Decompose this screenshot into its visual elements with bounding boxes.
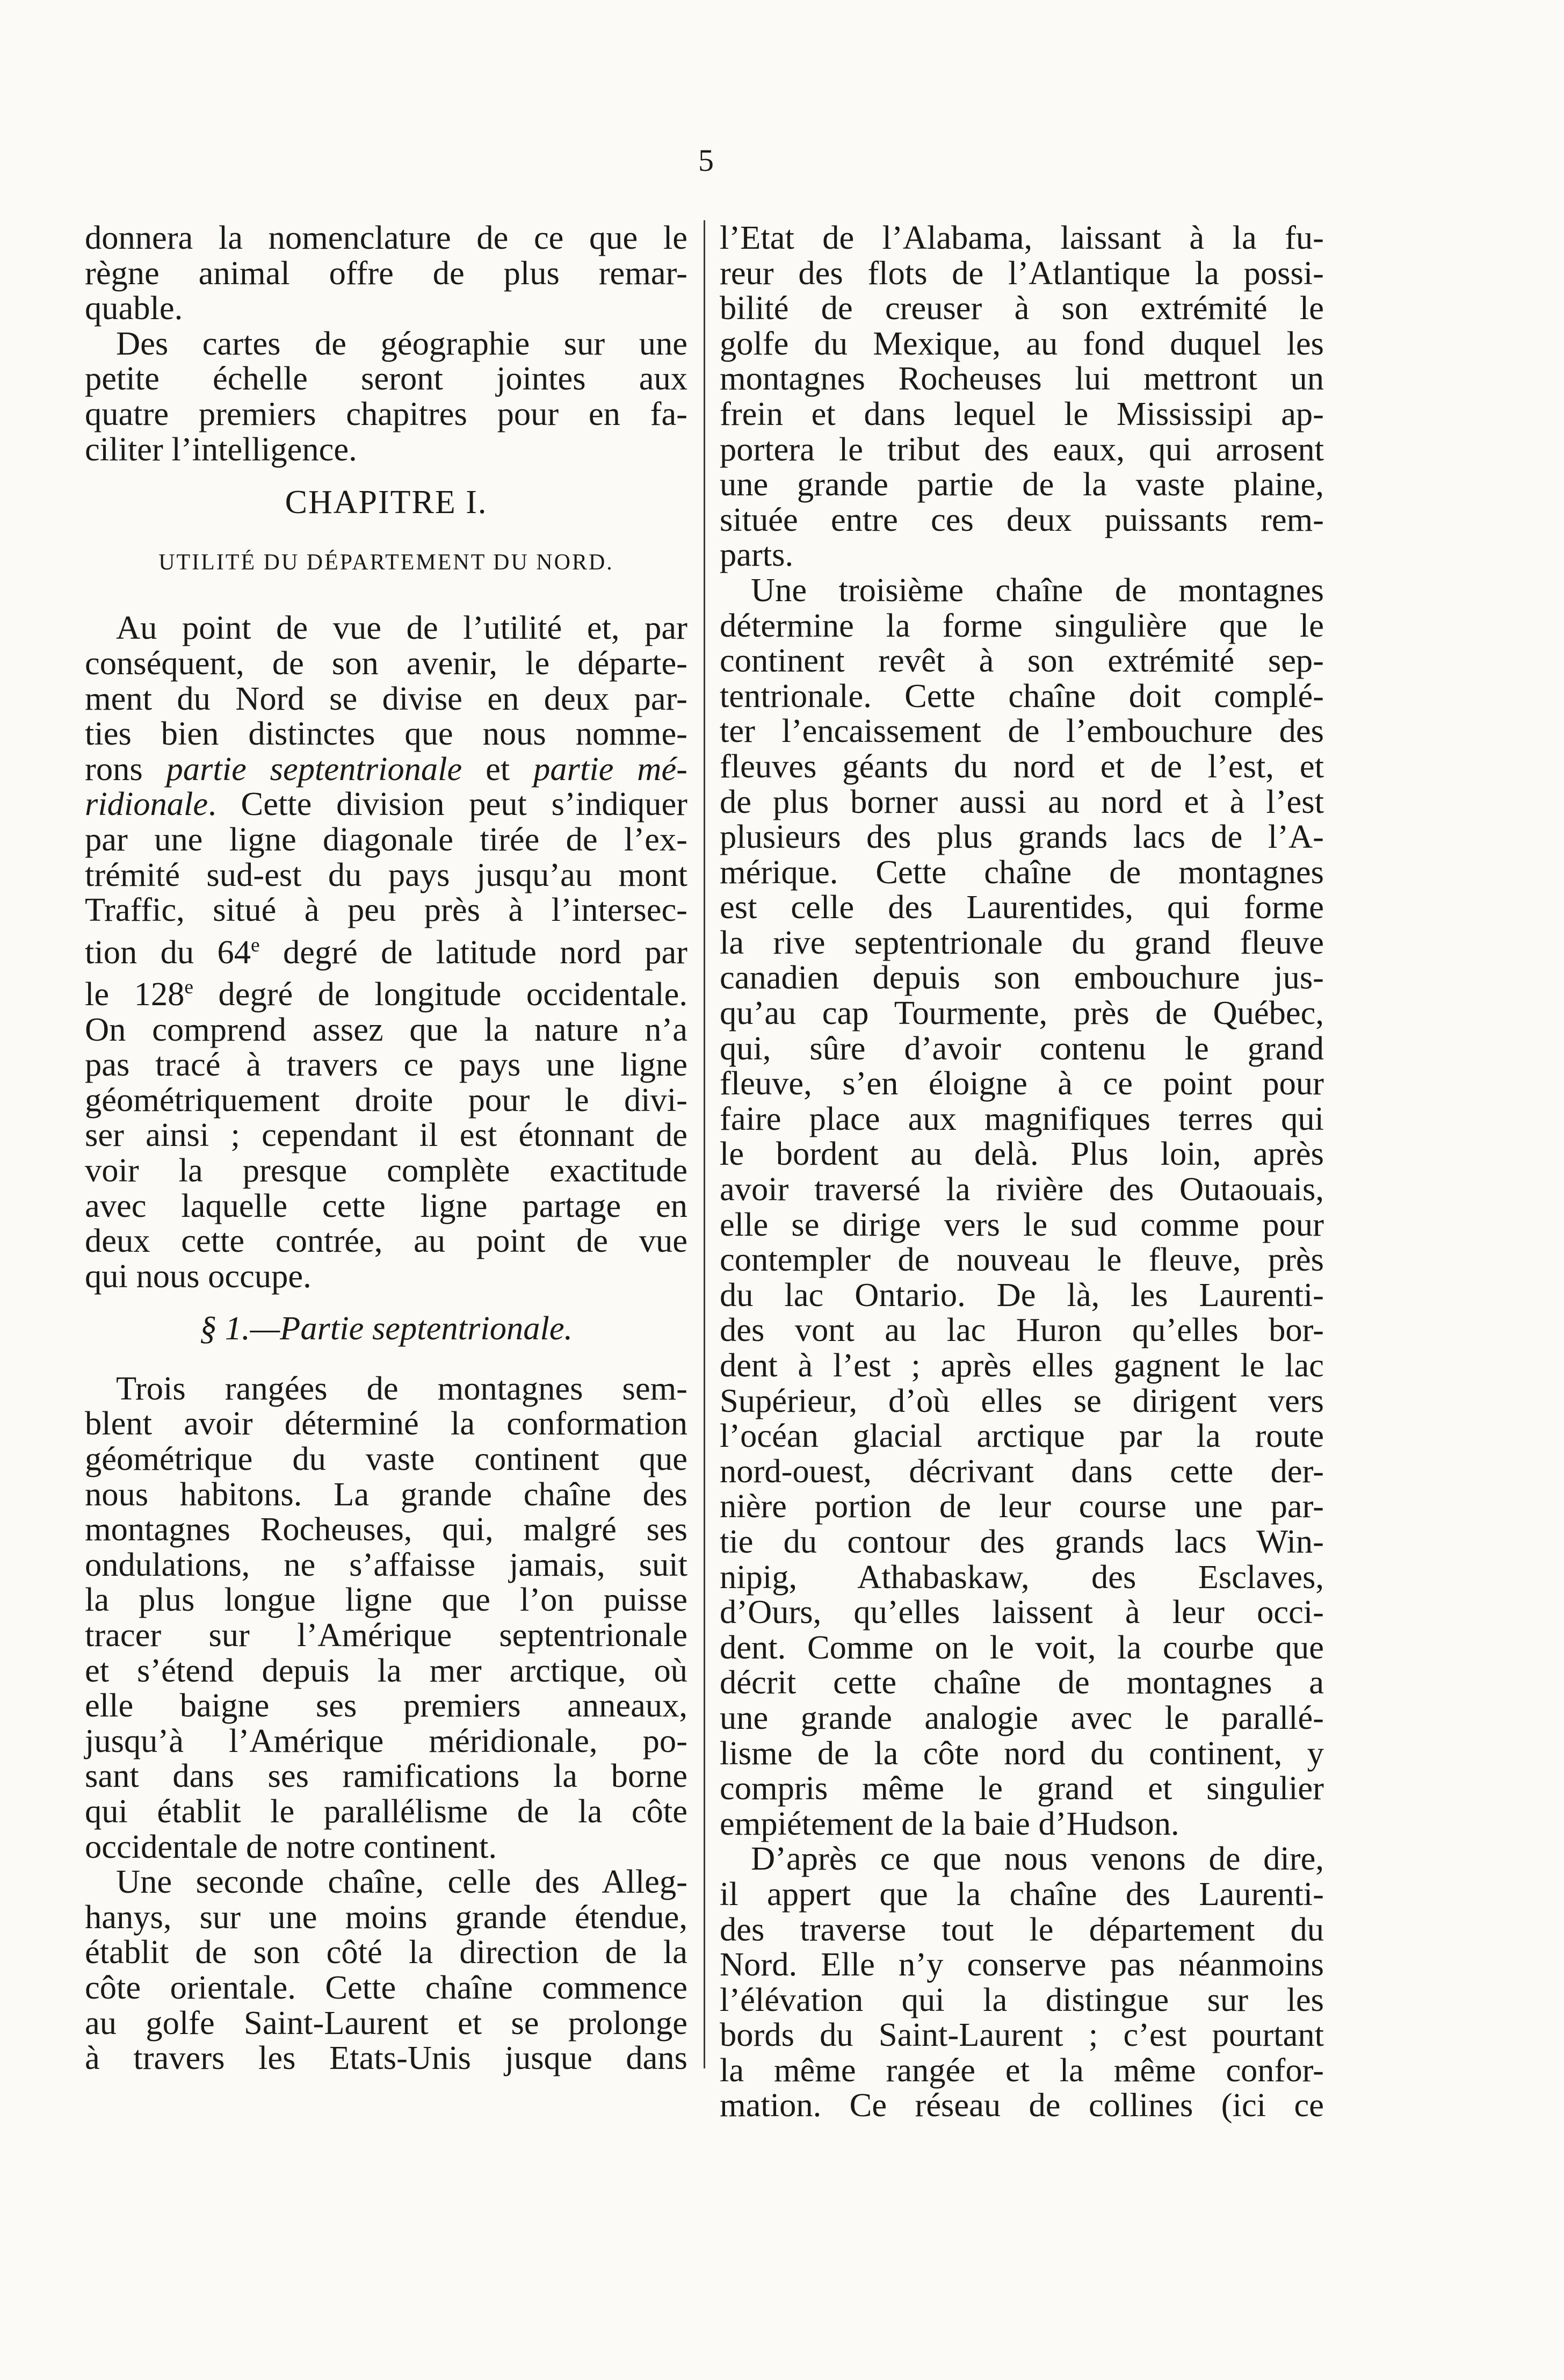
text-line: géométrique du vaste continent que (85, 1440, 687, 1478)
text-line: le 128e degré de longitude occidentale. (85, 975, 687, 1013)
text-line: des vont au lac Huron qu’elles bor- (720, 1311, 1324, 1349)
text-line: ciliter l’intelligence. (85, 430, 357, 468)
text-line: montagnes Rocheuses, qui, malgré ses (85, 1510, 687, 1548)
text-line: tie du contour des grands lacs Win- (720, 1522, 1324, 1560)
text-line: côte orientale. Cette chaîne commence (85, 1968, 687, 2006)
paragraph-conclusion (720, 1841, 1324, 2123)
text-line: à travers les Etats-Unis jusque dans (85, 2039, 687, 2077)
text-line: le bordent au delà. Plus loin, après (720, 1135, 1324, 1173)
text-line: sant dans ses ramifications la borne (85, 1757, 687, 1795)
text-line: Supérieur, d’où elles se dirigent vers (720, 1381, 1324, 1419)
text-line: quatre premiers chapitres pour en fa- (85, 394, 687, 432)
text-line: fleuve, s’en éloigne à ce point pour (720, 1064, 1324, 1102)
text-line: Une seconde chaîne, celle des Alleg- (116, 1863, 687, 1901)
text-line: l’océan glacial arctique par la route (720, 1417, 1324, 1455)
text-line: ment du Nord se divise en deux par- (85, 679, 687, 717)
text-line: Traffic, situé à peu près à l’intersec- (85, 891, 687, 929)
right-column (720, 220, 1324, 2123)
text-line: nord-ouest, décrivant dans cette der- (720, 1452, 1324, 1490)
text-line: qui nous occupe. (85, 1257, 312, 1295)
paragraph-utility (85, 610, 687, 1294)
text-line: blent avoir déterminé la conformation (85, 1404, 687, 1443)
text-line: conséquent, de son avenir, le départe- (85, 644, 687, 682)
text-line: une grande partie de la vaste plaine, (720, 465, 1324, 503)
chapter-title: CHAPITRE I. (285, 484, 488, 521)
text-line: Au point de vue de l’utilité et, par (116, 609, 687, 647)
section-heading: § 1.—Partie septentrionale. (199, 1309, 573, 1347)
text-line: empiétement de la baie d’Hudson. (720, 1804, 1179, 1842)
text-line: avoir traversé la rivière des Outaouais, (720, 1170, 1324, 1208)
text-line: Trois rangées de montagnes sem- (116, 1369, 687, 1407)
text-line: ter l’encaissement de l’embouchure des (720, 712, 1324, 750)
text-line: nière portion de leur course une par- (720, 1487, 1324, 1525)
text-line: Nord. Elle n’y conserve pas néanmoins (720, 1945, 1324, 1984)
text-line: continent revêt à son extrémité sep- (720, 641, 1324, 680)
text-line: d’Ours, qu’elles laissent à leur occi- (720, 1593, 1324, 1631)
text-line: la même rangée et la même confor- (720, 2051, 1324, 2089)
text-line: petite échelle seront jointes aux (85, 359, 687, 398)
text-line: qui, sûre d’avoir contenu le grand (720, 1029, 1324, 1067)
text-line: bilité de creuser à son extrémité le (720, 289, 1324, 327)
text-line: par une ligne diagonale tirée de l’ex- (85, 820, 687, 858)
text-line: compris même le grand et singulier (720, 1769, 1324, 1807)
paragraph-alabama (720, 220, 1324, 573)
text-line: est celle des Laurentides, qui forme (720, 888, 1324, 926)
text-line: tracer sur l’Amérique septentrionale (85, 1616, 687, 1654)
text-line: tion du 64e degré de latitude nord par (85, 933, 687, 971)
paragraph-mountains (85, 1371, 687, 1864)
text-line: des traverse tout le département du (720, 1910, 1324, 1948)
text-line: située entre ces deux puissants rem- (720, 500, 1324, 538)
text-line: portera le tribut des eaux, qui arrosent (720, 430, 1324, 468)
text-line: et s’étend depuis la mer arctique, où (85, 1651, 687, 1689)
text-line: décrit cette chaîne de montagnes a (720, 1663, 1324, 1701)
text-line: nipig, Athabaskaw, des Esclaves, (720, 1557, 1324, 1596)
text-line: hanys, sur une moins grande étendue, (85, 1898, 687, 1936)
text-line: règne animal offre de plus remar- (85, 254, 687, 292)
text-line: mation. Ce réseau de collines (ici ce (720, 2086, 1324, 2124)
text-line: golfe du Mexique, au fond duquel les (720, 324, 1324, 362)
text-line: l’Etat de l’Alabama, laissant à la fu- (720, 219, 1324, 256)
text-line: Une troisième chaîne de montagnes (751, 571, 1324, 609)
text-line: détermine la forme singulière que le (720, 606, 1324, 644)
text-line: qu’au cap Tourmente, près de Québec, (720, 994, 1324, 1032)
text-line: parts. (720, 536, 794, 574)
page-number: 5 (698, 143, 714, 178)
text-line: dent. Comme on le voit, la courbe que (720, 1628, 1324, 1666)
text-line: frein et dans lequel le Mississipi ap- (720, 394, 1324, 432)
text-line: montagnes Rocheuses lui mettront un (720, 359, 1324, 398)
text-line: nous habitons. La grande chaîne des (85, 1475, 687, 1513)
paragraph-laurentides (720, 573, 1324, 1841)
text-line: du lac Ontario. De là, les Laurenti- (720, 1275, 1324, 1314)
text-line: de plus borner aussi au nord et à l’est (720, 782, 1324, 820)
text-line: occidentale de notre continent. (85, 1827, 497, 1865)
text-line: la plus longue ligne que l’on puisse (85, 1581, 687, 1619)
text-line: faire place aux magnifiques terres qui (720, 1099, 1324, 1137)
text-line: plusieurs des plus grands lacs de l’A- (720, 818, 1324, 856)
text-line: lisme de la côte nord du continent, y (720, 1734, 1324, 1772)
text-line: jusqu’à l’Amérique méridionale, po- (85, 1721, 687, 1759)
paragraph-alleghanys (85, 1864, 687, 2076)
text-line: trémité sud-est du pays jusqu’au mont (85, 855, 687, 893)
left-column (85, 220, 687, 2076)
text-line: pas tracé à travers ce pays une ligne (85, 1045, 687, 1084)
text-line: deux cette contrée, au point de vue (85, 1222, 687, 1260)
text-line: elle baigne ses premiers anneaux, (85, 1686, 687, 1725)
text-line: reur des flots de l’Atlantique la possi- (720, 254, 1324, 292)
text-line: mérique. Cette chaîne de montagnes (720, 853, 1324, 891)
text-line: quable. (85, 289, 183, 327)
text-line: ser ainsi ; cependant il est étonnant de (85, 1116, 687, 1154)
text-line: Des cartes de géographie sur une (116, 324, 687, 362)
text-line: géométriquement droite pour le divi- (85, 1080, 687, 1119)
text-line: rons partie septentrionale et partie mé- (85, 749, 687, 788)
text-line: il appert que la chaîne des Laurenti- (720, 1874, 1324, 1913)
text-line: ridionale. Cette division peut s’indiquer (85, 785, 687, 823)
text-line: contempler de nouveau le fleuve, près (720, 1241, 1324, 1279)
intro-paragraph (85, 220, 687, 467)
text-line: avec laquelle cette ligne partage en (85, 1186, 687, 1224)
column-divider (704, 220, 705, 2068)
chapter-subtitle: UTILITÉ DU DÉPARTEMENT DU NORD. (158, 550, 614, 575)
text-line: qui établit le parallélisme de la côte (85, 1792, 687, 1830)
text-line: ties bien distinctes que nous nomme- (85, 715, 687, 753)
text-line: tentrionale. Cette chaîne doit complé- (720, 676, 1324, 715)
text-line: établit de son côté la direction de la (85, 1933, 687, 1971)
text-line: une grande analogie avec le parallé- (720, 1698, 1324, 1736)
text-line: canadien depuis son embouchure jus- (720, 958, 1324, 997)
text-line: donnera la nomenclature de ce que le (85, 219, 687, 256)
text-line: au golfe Saint-Laurent et se prolonge (85, 2003, 687, 2042)
text-line: la rive septentrionale du grand fleuve (720, 923, 1324, 961)
text-line: l’élévation qui la distingue sur les (720, 1980, 1324, 2018)
text-line: dent à l’est ; après elles gagnent le lac (720, 1346, 1324, 1384)
text-line: bords du Saint-Laurent ; c’est pourtant (720, 2016, 1324, 2054)
text-line: D’après ce que nous venons de dire, (751, 1840, 1324, 1878)
text-line: On comprend assez que la nature n’a (85, 1010, 687, 1048)
text-line: fleuves géants du nord et de l’est, et (720, 747, 1324, 785)
text-line: voir la presque complète exactitude (85, 1151, 687, 1189)
text-line: ondulations, ne s’affaisse jamais, suit (85, 1545, 687, 1583)
text-line: elle se dirige vers le sud comme pour (720, 1205, 1324, 1243)
